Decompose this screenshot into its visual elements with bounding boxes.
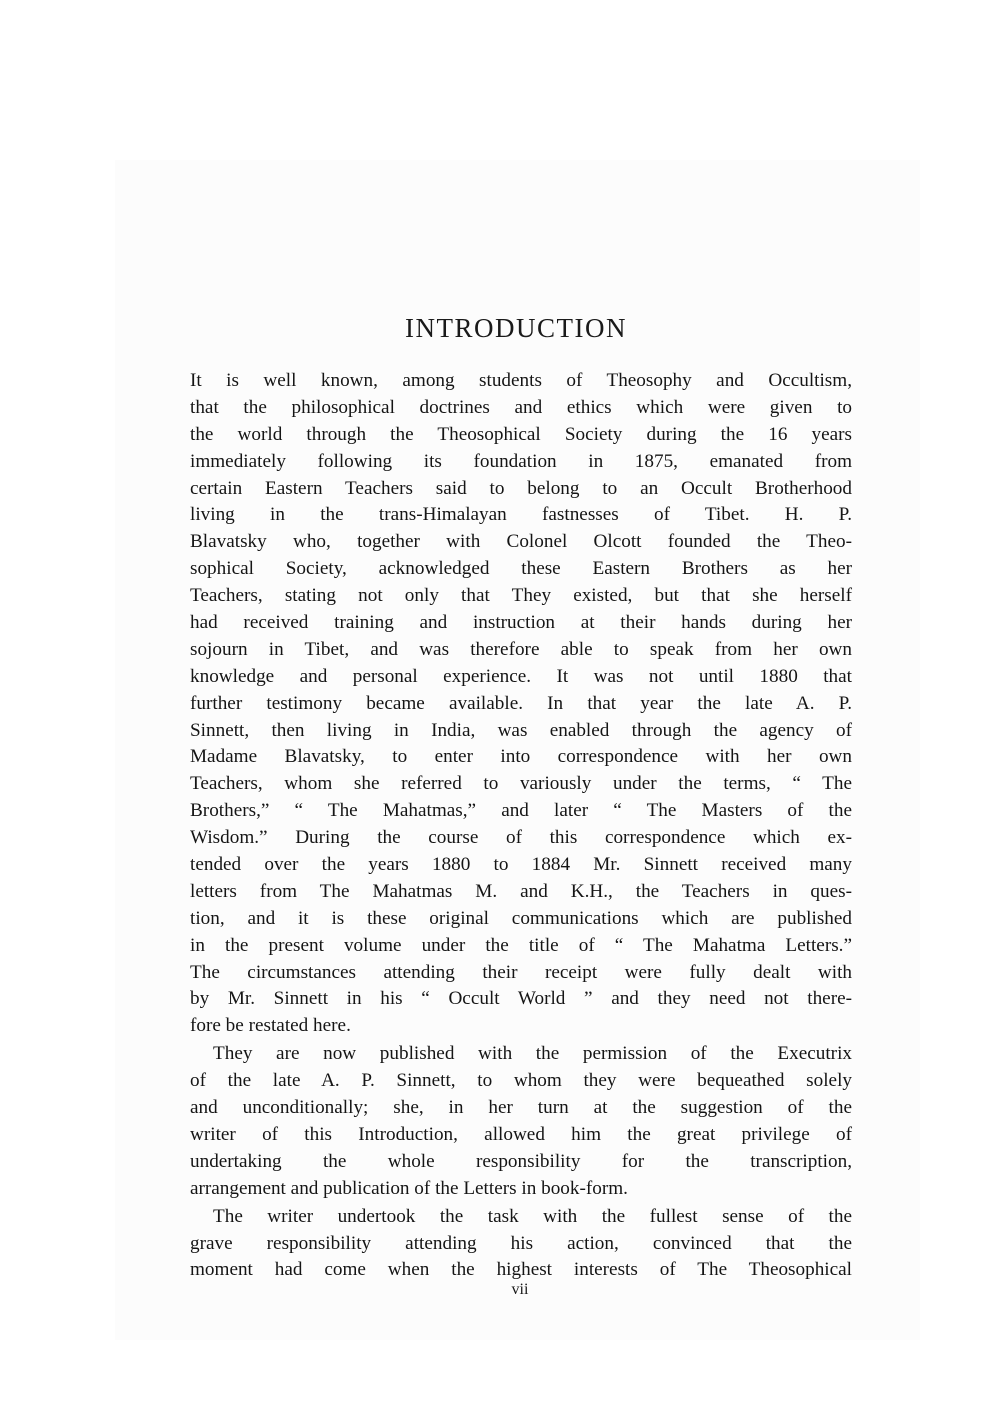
text-line: letters from The Mahatmas M. and K.H., the Teachers in ques-	[190, 880, 852, 902]
text-line: living in the trans-Himalayan fastnesses of Tibet. H. P.	[190, 504, 852, 526]
text-line: Brothers,” “ The Mahatmas,” and later “ The Masters of the	[190, 800, 852, 822]
paragraph	[190, 368, 852, 1040]
text-line: moment had come when the highest interests of The Theosophical	[190, 1259, 852, 1281]
text-line: grave responsibility attending his action, convinced that the	[190, 1232, 852, 1254]
text-line: knowledge and personal experience. It was not until 1880 that	[190, 665, 852, 687]
text-line: The writer undertook the task with the fullest sense of the	[213, 1205, 852, 1227]
text-line: It is well known, among students of Theosophy and Occultism,	[190, 370, 852, 391]
text-line: in the present volume under the title of “ The Mahatma Letters.”	[190, 934, 852, 956]
text-line: Wisdom.” During the course of this correspondence which ex-	[190, 827, 852, 849]
paragraph	[190, 1041, 852, 1202]
text-line: undertaking the whole responsibility for the transcription,	[190, 1150, 852, 1172]
text-line: They are now published with the permission of the Executrix	[213, 1043, 852, 1065]
text-line: fore be restated here.	[190, 1015, 351, 1037]
text-line: Teachers, stating not only that They existed, but that she herself	[190, 585, 852, 607]
text-line: the world through the Theosophical Society during the 16 years	[190, 423, 852, 445]
text-line: Sinnett, then living in India, was enabled through the agency of	[190, 719, 852, 741]
text-line: of the late A. P. Sinnett, to whom they were bequeathed solely	[190, 1070, 852, 1092]
body-text	[190, 368, 852, 1284]
text-line: writer of this Introduction, allowed him the great privilege of	[190, 1123, 852, 1145]
text-line: The circumstances attending their receipt were fully dealt with	[190, 961, 852, 983]
text-line: further testimony became available. In that year the late A. P.	[190, 692, 852, 714]
text-line: tended over the years 1880 to 1884 Mr. Sinnett received many	[190, 854, 852, 876]
text-line: tion, and it is these original communications which are published	[190, 907, 852, 929]
text-line: immediately following its foundation in 1875, emanated from	[190, 450, 852, 472]
text-line: certain Eastern Teachers said to belong to an Occult Brotherhood	[190, 477, 852, 499]
page-number: vii	[511, 1281, 529, 1298]
text-line: Madame Blavatsky, to enter into correspondence with her own	[190, 746, 852, 768]
text-line: Blavatsky who, together with Colonel Olcott founded the Theo-	[190, 531, 852, 553]
text-line: and unconditionally; she, in her turn at the suggestion of the	[190, 1097, 852, 1119]
text-line: had received training and instruction at their hands during her	[190, 612, 852, 634]
text-line: Teachers, whom she referred to variously under the terms, “ The	[190, 773, 852, 795]
text-line: sophical Society, acknowledged these Eastern Brothers as her	[190, 558, 852, 580]
text-line: by Mr. Sinnett in his “ Occult World ” and they need not there-	[190, 988, 852, 1010]
text-line: sojourn in Tibet, and was therefore able to speak from her own	[190, 638, 852, 660]
text-line: arrangement and publication of the Letters in book-form.	[190, 1177, 628, 1199]
page-title: INTRODUCTION	[405, 313, 627, 343]
text-line: that the philosophical doctrines and ethics which were given to	[190, 396, 852, 418]
paragraph	[190, 1204, 852, 1285]
